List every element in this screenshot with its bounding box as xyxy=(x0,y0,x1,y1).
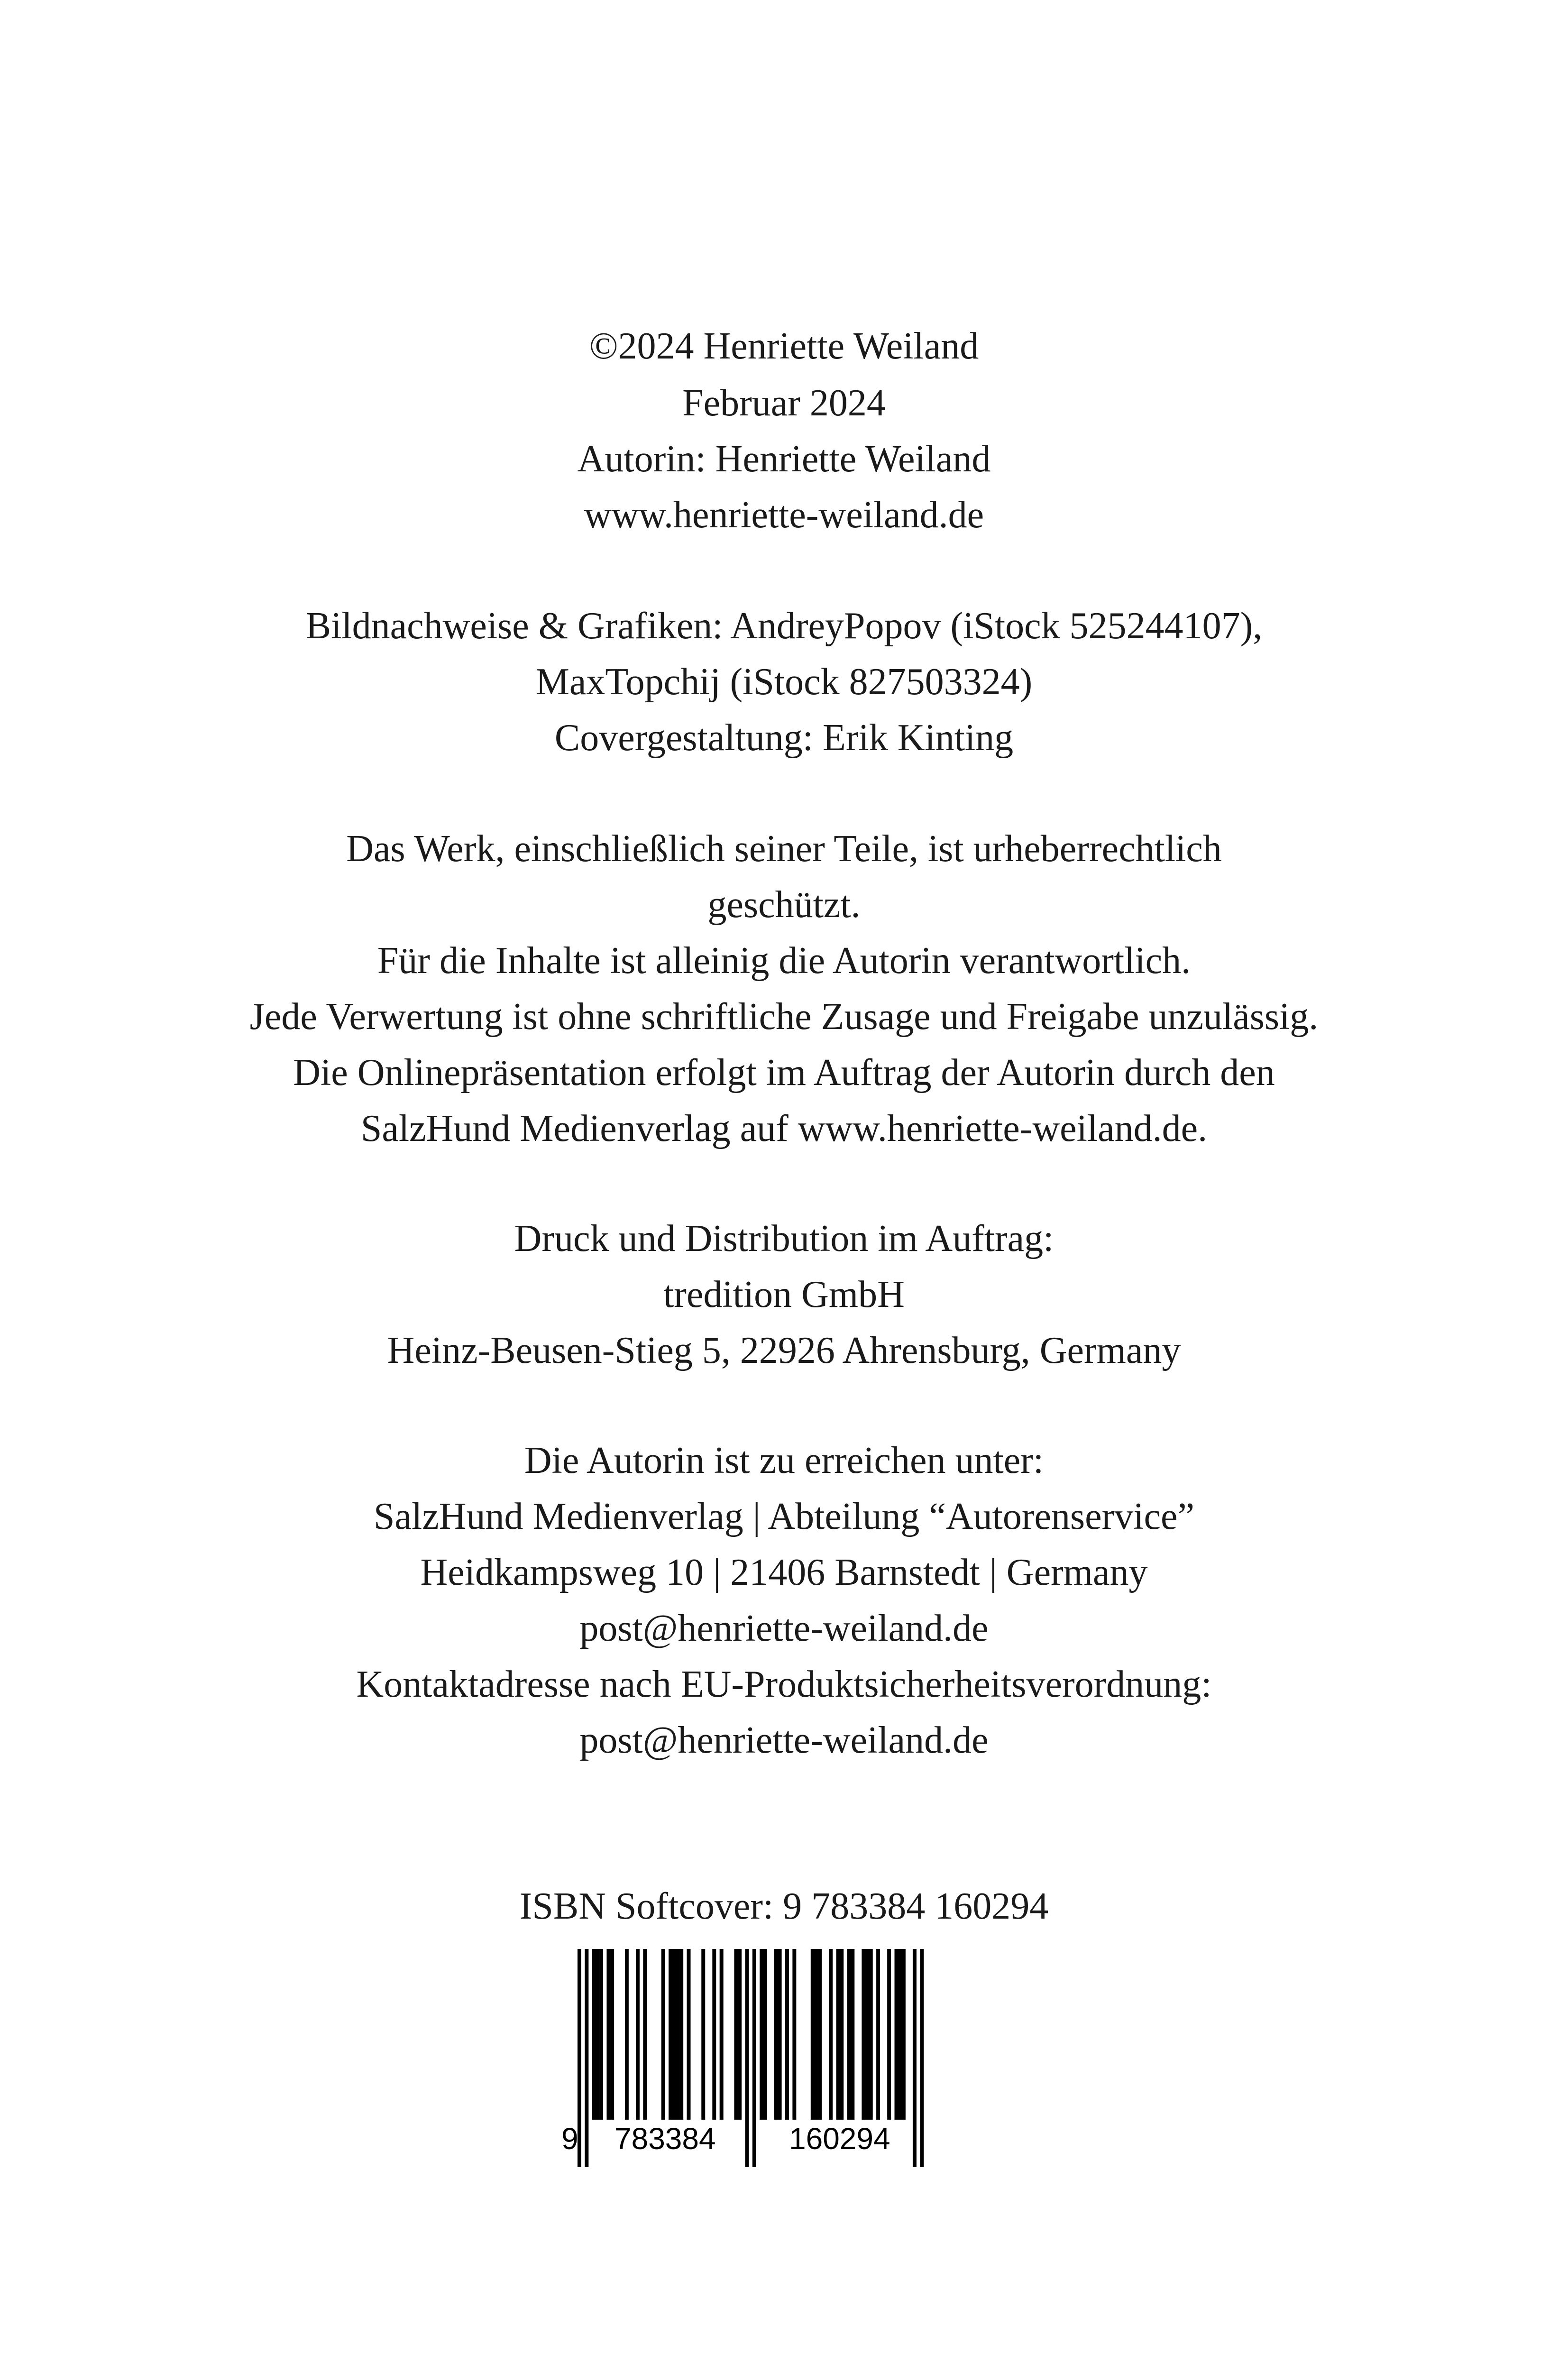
barcode-bar xyxy=(869,1949,873,2120)
barcode-bar xyxy=(610,1949,614,2120)
barcode-bar xyxy=(679,1949,683,2120)
barcode-bar xyxy=(734,1949,738,2120)
barcode-bar xyxy=(851,1949,854,2120)
barcode-bar xyxy=(712,1949,716,2120)
barcode-bar xyxy=(829,1949,833,2120)
barcode-bar xyxy=(636,1949,640,2120)
barcode-guard-bar xyxy=(745,1949,749,2167)
contact-line-5: Kontaktadresse nach EU-Produktsicherheitsverordnung: xyxy=(356,1663,1212,1705)
rights-line-6: SalzHund Medienverlag auf www.henriette-weiland.de. xyxy=(360,1108,1208,1149)
barcode-bar xyxy=(676,1949,679,2120)
distribution-line-1: Druck und Distribution im Auftrag: xyxy=(514,1218,1054,1259)
barcode-bar xyxy=(606,1949,610,2120)
rights-line-3: Für die Inhalte ist alleinig die Autorin verantwortlich. xyxy=(377,940,1191,982)
barcode-bar xyxy=(895,1949,899,2120)
barcode-bar xyxy=(672,1949,676,2120)
barcode-bar xyxy=(898,1949,902,2120)
barcode-bar xyxy=(643,1949,647,2120)
barcode-bar xyxy=(902,1949,906,2120)
barcode-bar xyxy=(811,1949,815,2120)
barcode-bar xyxy=(763,1949,767,2120)
barcode-right-digits: 160294 xyxy=(789,2122,890,2156)
barcode-bar xyxy=(814,1949,818,2120)
credits-line-1: Bildnachweise & Grafiken: AndreyPopov (iStock 525244107), xyxy=(305,605,1263,647)
barcode-guard-bar xyxy=(913,1949,917,2167)
barcode-guard-bar xyxy=(752,1949,756,2167)
credits-line-2: MaxTopchij (iStock 827503324) xyxy=(535,661,1033,703)
barcode-bar xyxy=(774,1949,778,2120)
isbn-label: ISBN Softcover: 9 783384 160294 xyxy=(519,1885,1049,1927)
barcode-bar xyxy=(847,1949,851,2120)
barcode-bar xyxy=(876,1949,880,2120)
date-line: Februar 2024 xyxy=(682,382,886,424)
barcode-bar xyxy=(778,1949,782,2120)
barcode-bar xyxy=(661,1949,665,2120)
contact-email-1[interactable]: post@henriette-weiland.de xyxy=(579,1608,989,1649)
barcode-bar xyxy=(785,1949,789,2120)
rights-line-4: Jede Verwertung ist ohne schriftliche Zusage und Freigabe unzulässig. xyxy=(249,996,1319,1038)
distribution-line-2: tredition GmbH xyxy=(663,1274,905,1315)
barcode-prefix-digit: 9 xyxy=(561,2122,578,2156)
contact-line-2: SalzHund Medienverlag | Abteilung “Autorenservice” xyxy=(373,1496,1194,1537)
barcode-bar xyxy=(596,1949,599,2120)
barcode-bar xyxy=(701,1949,705,2120)
barcode-bar xyxy=(865,1949,869,2120)
contact-line-3: Heidkampsweg 10 | 21406 Barnstedt | Germany xyxy=(420,1552,1148,1593)
barcode-bar xyxy=(592,1949,596,2120)
barcode-bar xyxy=(836,1949,840,2120)
barcode-bar xyxy=(887,1949,891,2120)
barcode-bar xyxy=(840,1949,844,2120)
barcode-bar xyxy=(792,1949,796,2120)
barcode-bar xyxy=(818,1949,822,2120)
copyright-line: ©2024 Henriette Weiland xyxy=(589,325,979,367)
rights-line-2: geschützt. xyxy=(707,884,861,926)
barcode-bar xyxy=(669,1949,672,2120)
contact-line-1: Die Autorin ist zu erreichen unter: xyxy=(524,1440,1044,1481)
barcode-bar xyxy=(862,1949,865,2120)
barcode-bar xyxy=(720,1949,724,2120)
contact-email-2[interactable]: post@henriette-weiland.de xyxy=(579,1719,989,1761)
barcode-bar xyxy=(760,1949,763,2120)
barcode-bar xyxy=(687,1949,691,2120)
barcode-left-digits: 783384 xyxy=(614,2122,716,2156)
distribution-line-3: Heinz-Beusen-Stieg 5, 22926 Ahrensburg, Germany xyxy=(387,1330,1181,1371)
barcode-guard-bar xyxy=(920,1949,924,2167)
rights-line-1: Das Werk, einschließlich seiner Teile, ist urheberrechtlich xyxy=(346,828,1222,870)
barcode-bar xyxy=(625,1949,629,2120)
barcode-bar xyxy=(599,1949,603,2120)
credits-line-3: Covergestaltung: Erik Kinting xyxy=(554,717,1014,759)
barcode-guard-bar xyxy=(585,1949,588,2167)
website-line: www.henriette-weiland.de xyxy=(584,494,984,536)
author-line: Autorin: Henriette Weiland xyxy=(577,438,991,480)
barcode-bar xyxy=(738,1949,742,2120)
rights-line-5: Die Onlinepräsentation erfolgt im Auftrag der Autorin durch den xyxy=(293,1052,1275,1094)
